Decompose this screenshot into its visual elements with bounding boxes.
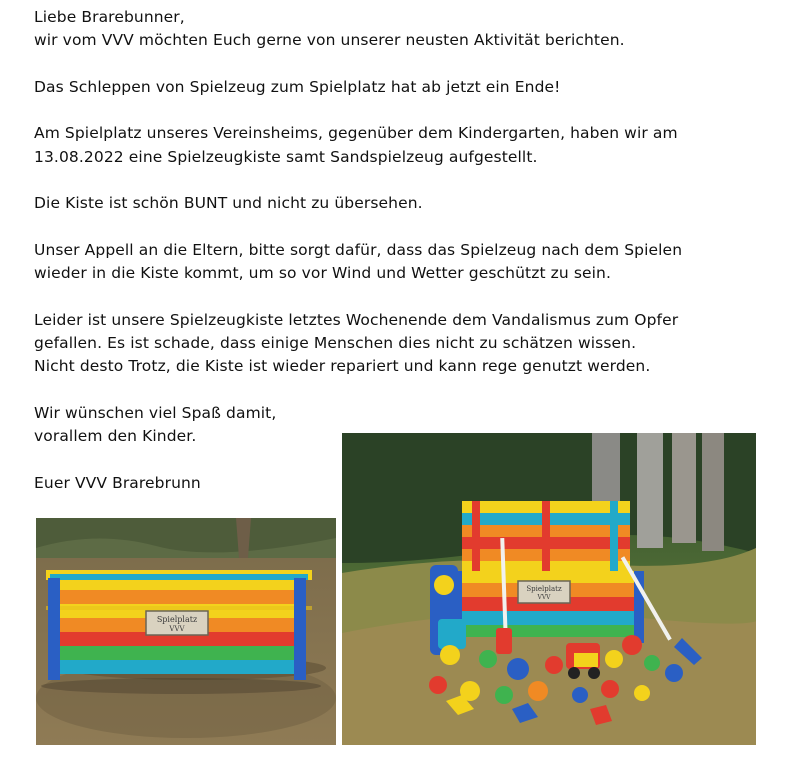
paragraph-colorful: Die Kiste ist schön BUNT und nicht zu übersehen.: [34, 194, 423, 213]
left-sign-line-2: VVV: [169, 625, 185, 633]
toy-box-photo-left: [36, 518, 336, 745]
paragraph-vandalism-line-3: Nicht desto Trotz, die Kiste ist wieder repariert und kann rege genutzt werden.: [34, 357, 651, 376]
right-sign-line-2: VVV: [537, 594, 551, 601]
toy-box-photo-left-image: [36, 518, 336, 745]
closing-line-2: vorallem den Kinder.: [34, 427, 197, 446]
paragraph-appeal-line-1: Unser Appell an die Eltern, bitte sorgt dafür, dass das Spielzeug nach dem Spielen: [34, 240, 683, 259]
signature: Euer VVV Brarebrunn: [34, 473, 201, 492]
paragraph-appeal-line-2: wieder in die Kiste kommt, um so vor Wind und Wetter geschützt zu sein.: [34, 264, 612, 283]
toy-box-with-toys-photo-right: [342, 433, 756, 745]
right-sign-line-1: Spielplatz: [526, 585, 562, 593]
toy-box-with-toys-photo-right-image: [342, 433, 756, 745]
closing-line-1: Wir wünschen viel Spaß damit,: [34, 404, 277, 423]
paragraph-vandalism-line-2: gefallen. Es ist schade, dass einige Menschen dies nicht zu schätzen wissen.: [34, 334, 637, 353]
paragraph-setup-line-1: Am Spielplatz unseres Vereinsheims, gegenüber dem Kindergarten, haben wir am: [34, 124, 678, 143]
paragraph-end-of-hauling: Das Schleppen von Spielzeug zum Spielplatz hat ab jetzt ein Ende!: [34, 77, 561, 96]
left-sign-line-1: Spielplatz: [156, 615, 198, 624]
paragraph-vandalism-line-1: Leider ist unsere Spielzeugkiste letztes Wochenende dem Vandalismus zum Opfer: [34, 310, 679, 329]
paragraph-setup-line-2: 13.08.2022 eine Spielzeugkiste samt Sandspielzeug aufgestellt.: [34, 147, 538, 166]
greeting-line: Liebe Brarebunner,: [34, 8, 185, 26]
letter-text: [34, 6, 764, 495]
intro-line: wir vom VVV möchten Euch gerne von unserer neusten Aktivität berichten.: [34, 31, 625, 50]
